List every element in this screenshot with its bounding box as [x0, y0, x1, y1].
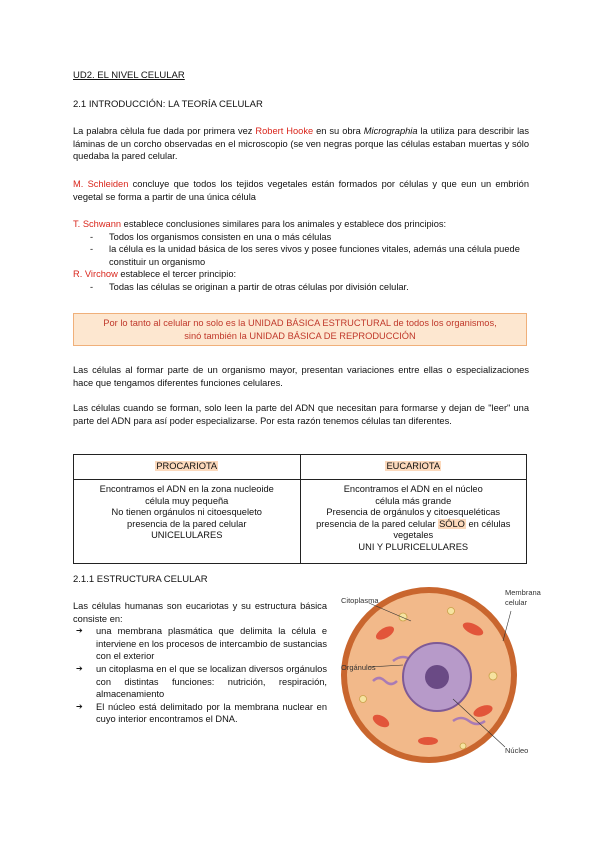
label-nucleo: Núcleo: [505, 746, 529, 755]
header-procariota: PROCARIOTA: [74, 455, 301, 480]
name-schwann: T. Schwann: [73, 219, 122, 229]
structure-list: [86, 625, 327, 726]
cell-diagram: [333, 581, 555, 766]
highlight-solo: SÓLO: [439, 518, 465, 529]
nucleolus: [425, 665, 449, 689]
callout-line-1: Por lo tanto al celular no solo es la UNIDAD BÁSICA ESTRUCTURAL de todos los organismos,: [103, 318, 497, 328]
name-schleiden: M. Schleiden: [73, 179, 129, 189]
paragraph-hooke: La palabra cèlula fue dada por primera vez Robert Hooke en su obra Micrographia la utiliza para describir las láminas de un corcho observadas en el microscopio (se ven negras porque las células estaban muertas y sólo quedaba la pared celular.: [73, 126, 529, 162]
label-organulos: Orgánulos: [341, 663, 376, 672]
paragraph-adn: Las células cuando se forman, solo leen la parte del ADN que necesitan para formarse y dejan de "leer" una parte del ADN para así poder especializarse. Por esta razón tenemos células tan diferentes.: [73, 403, 529, 426]
schwann-principles-list: [73, 231, 529, 269]
structure-text: [73, 600, 327, 726]
list-item: - Todos los organismos consisten en una o más células: [73, 231, 529, 244]
unit-title: UD2. EL NIVEL CELULAR: [73, 70, 185, 81]
work-title: Micrographia: [363, 126, 418, 136]
paragraph-variation: Las células al formar parte de un organismo mayor, presentan variaciones entre ellas o especializaciones hace que tengamos diferentes funciones celulares.: [73, 365, 529, 388]
list-item: - la célula es la unidad básica de los seres vivos y posee funciones vitales, además una célula puede constituir un organismo: [73, 243, 529, 268]
structure-intro: Las células humanas son eucariotas y su estructura básica consiste en:: [73, 601, 327, 624]
section-heading-structure: 2.1.1 ESTRUCTURA CELULAR: [73, 574, 208, 585]
header-eucariota: EUCARIOTA: [300, 455, 527, 480]
name-virchow: R. Virchow: [73, 269, 118, 280]
cell-eucariota: Encontramos el ADN en el núcleo célula más grande Presencia de orgánulos y citoesqueléticas presencia de la pared celular SÓLO en células vegetales UNI Y PLURICELULARES: [300, 480, 527, 564]
paragraph-schleiden: M. Schleiden concluye que todos los tejidos vegetales están formados por células y que eun un embrión vegetal se forma a partir de una única célula: [73, 179, 529, 202]
virchow-principle-list: [73, 281, 529, 294]
list-item: ➔ un citoplasma en el que se localizan diversos orgánulos con distintas funciones: nutrición, respiración, almacenamiento: [86, 663, 327, 701]
name-hooke: Robert Hooke: [255, 126, 314, 136]
label-membrana-1: Membrana: [505, 588, 541, 597]
conclusion-callout: [73, 313, 527, 346]
cell-procariota: Encontramos el ADN en la zona nucleoide célula muy pequeña No tienen orgánulos ni citoesqueleto presencia de la pared celular UNICELULARES: [74, 480, 301, 564]
list-item: - Todas las células se originan a partir de otras células por división celular.: [73, 281, 529, 294]
callout-line-2: sinó también la UNIDAD BÁSICA DE REPRODUCCIÓN: [184, 330, 416, 341]
label-citoplasma: Citoplasma: [341, 596, 379, 605]
list-item: ➔ El núcleo está delimitado por la membrana nuclear en cuyo interior encontramos el DNA.: [86, 701, 327, 726]
list-item: ➔ una membrana plasmática que delimita la célula e interviene en los procesos de intercambio de sustancias con el exterior: [86, 625, 327, 663]
label-membrana-2: celular: [505, 598, 528, 607]
comparison-table: [73, 454, 527, 564]
section-heading-intro: 2.1 INTRODUCCIÓN: LA TEORÍA CELULAR: [73, 99, 263, 110]
paragraph-schwann: T. Schwann establece conclusiones similares para los animales y establece dos principios: - Todos los organismos consisten en una o más células - la célula es la unidad básica de los seres vivos y posee funciones vitales, además una célula puede constituir un organismo R. Virchow establece el tercer principio: - Todas las células se originan a partir de otras células por división celular.: [73, 218, 529, 294]
